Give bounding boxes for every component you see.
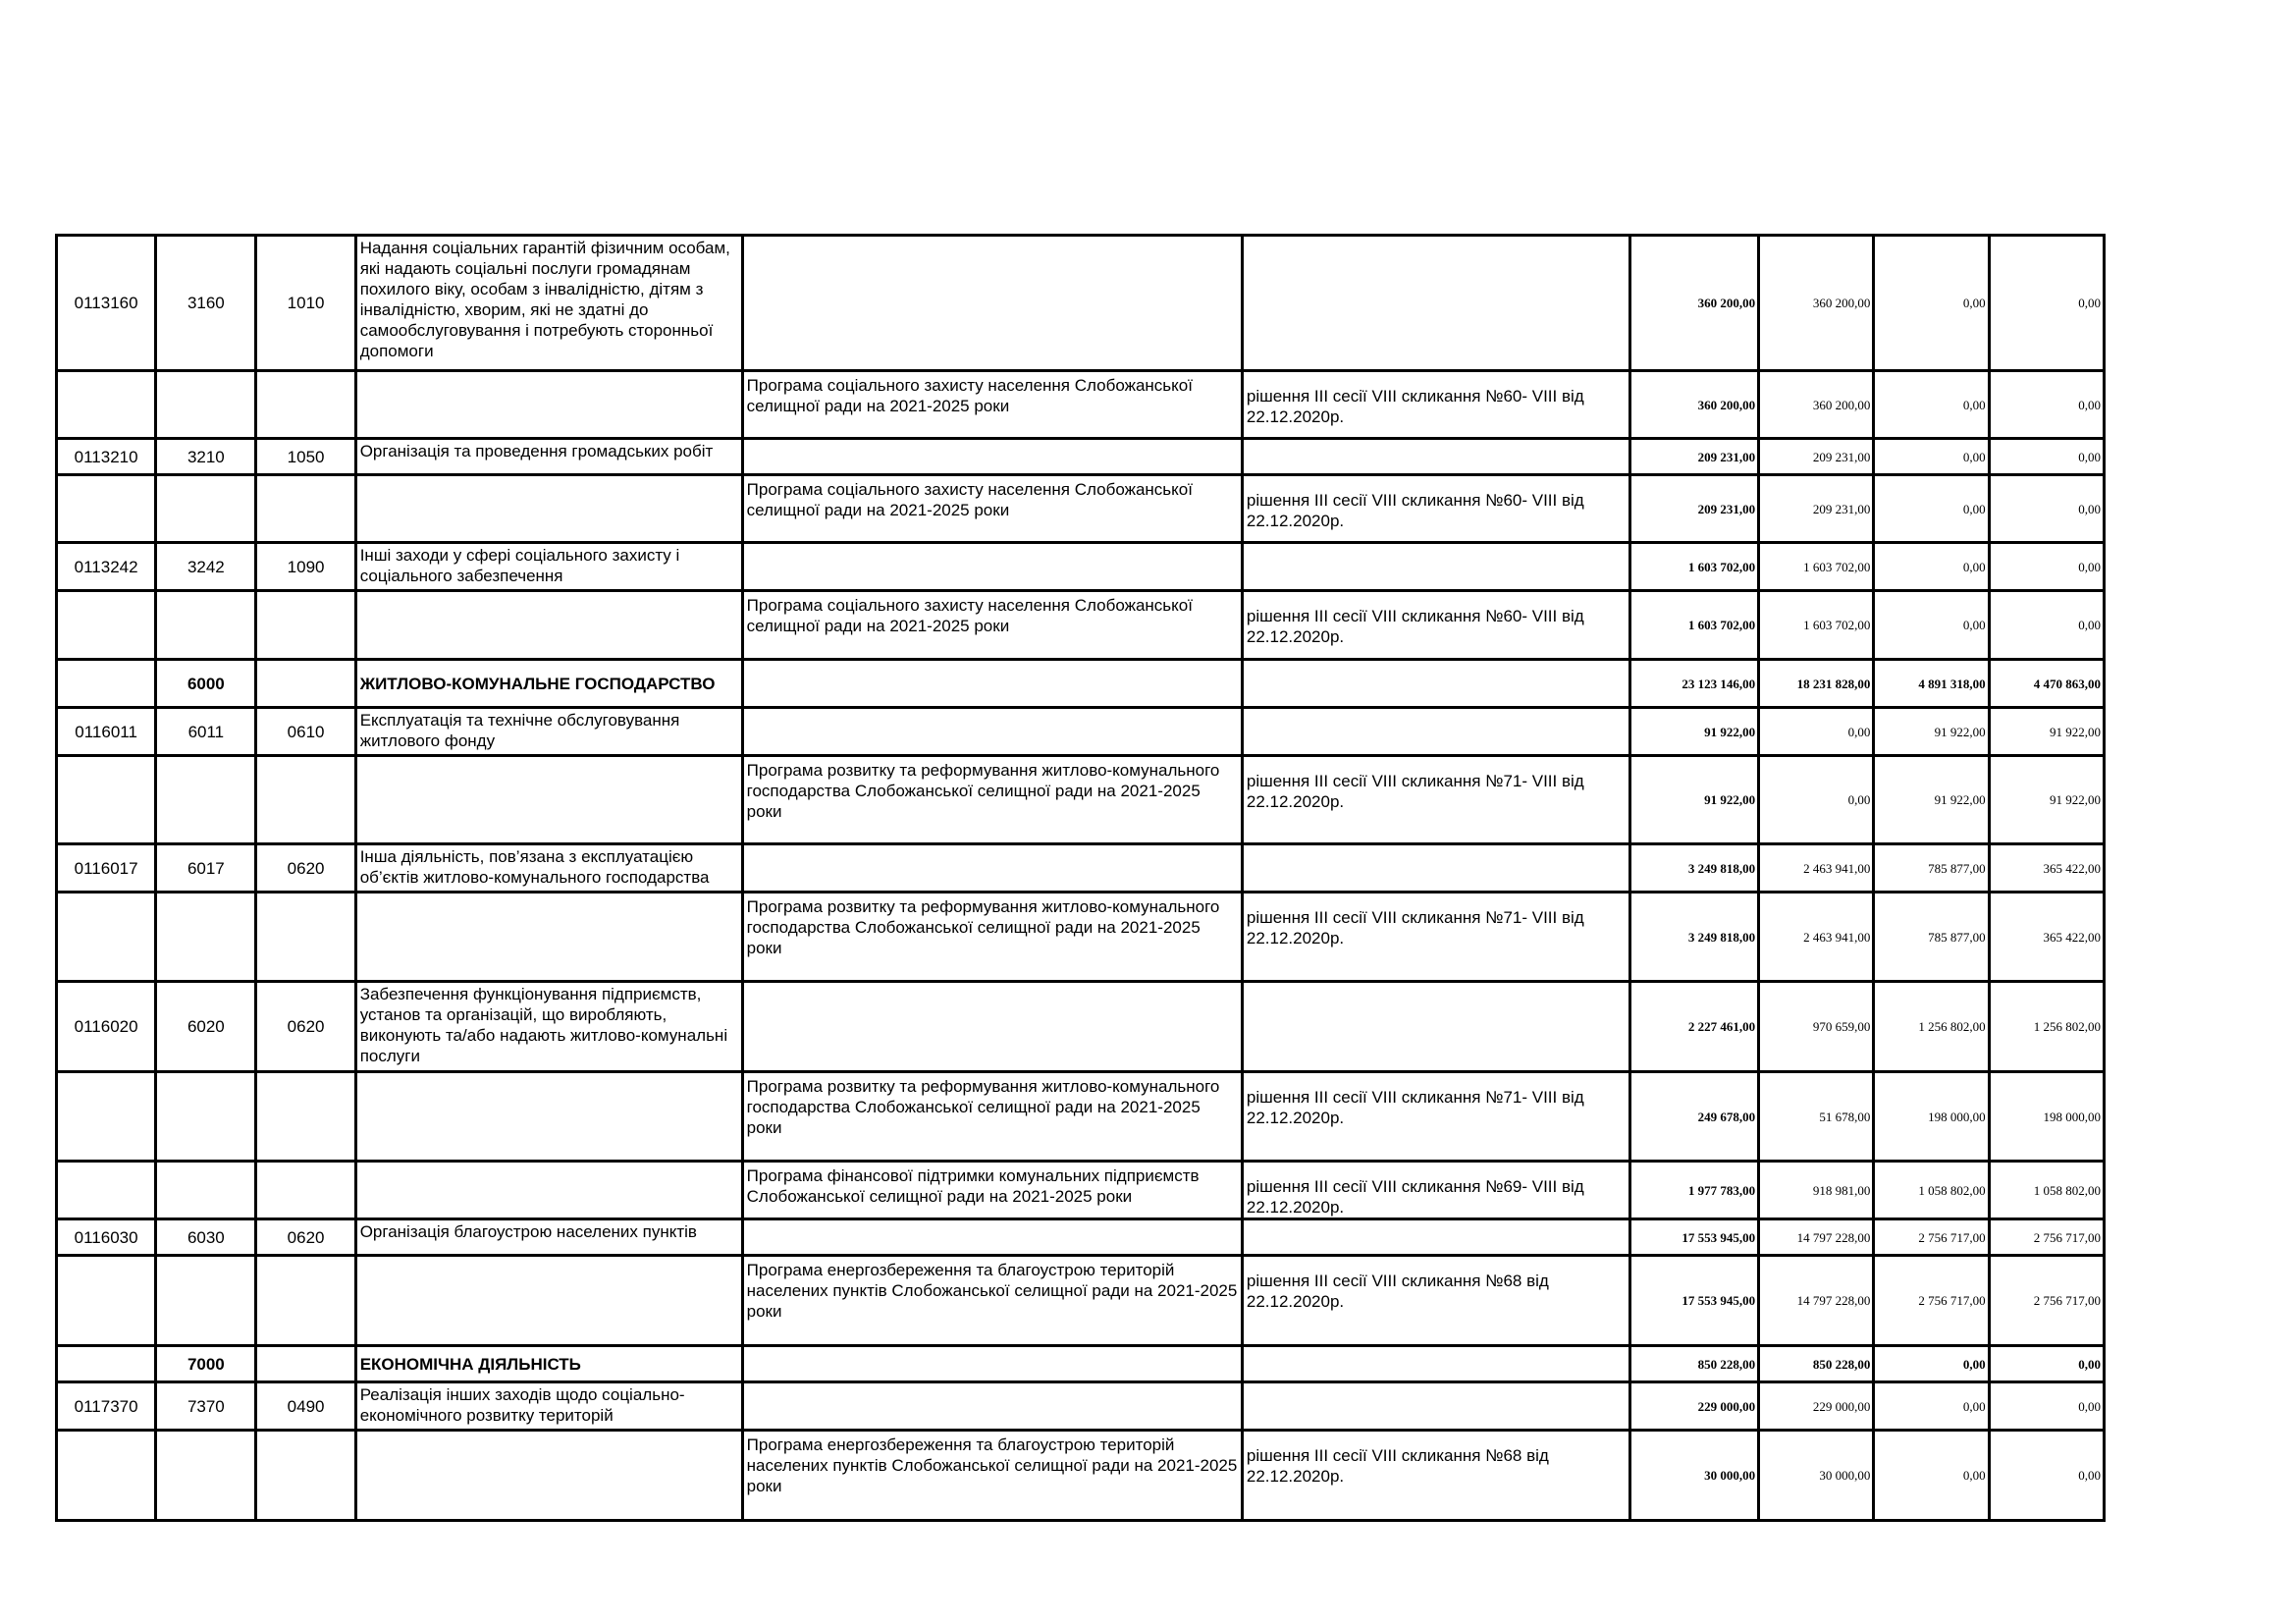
cell-special-fund: 91 922,00	[1874, 756, 1989, 844]
cell-program-code	[57, 660, 156, 708]
cell-special-fund: 1 058 802,00	[1874, 1162, 1989, 1219]
cell-classification-code	[256, 1346, 355, 1382]
cell-special-fund: 785 877,00	[1874, 844, 1989, 893]
code-row	[57, 844, 2105, 893]
cell-development-budget: 0,00	[1989, 543, 2104, 591]
cell-general-fund: 14 797 228,00	[1759, 1219, 1874, 1256]
cell-function-code	[156, 1256, 256, 1346]
cell-development-budget: 0,00	[1989, 475, 2104, 543]
program-row	[57, 1431, 2105, 1521]
cell-function-code: 6017	[156, 844, 256, 893]
cell-general-fund: 14 797 228,00	[1759, 1256, 1874, 1346]
program-row	[57, 1162, 2105, 1219]
code-row	[57, 1219, 2105, 1256]
cell-classification-code: 0610	[256, 708, 355, 756]
budget-programs-table	[55, 234, 2106, 1522]
cell-general-fund: 30 000,00	[1759, 1431, 1874, 1521]
table-body	[57, 236, 2105, 1521]
cell-development-budget: 0,00	[1989, 236, 2104, 371]
cell-program-code: 0116020	[57, 982, 156, 1072]
code-row	[57, 543, 2105, 591]
cell-general-fund: 970 659,00	[1759, 982, 1874, 1072]
cell-total: 850 228,00	[1629, 1346, 1758, 1382]
cell-program: Програма розвитку та реформування житлово-комунального господарства Слобожанської селищної ради на 2021-2025 роки	[742, 756, 1242, 844]
cell-special-fund: 4 891 318,00	[1874, 660, 1989, 708]
cell-general-fund: 18 231 828,00	[1759, 660, 1874, 708]
program-row	[57, 893, 2105, 982]
cell-decision: рішення ІІІ сесії VIII скликання №71- VIII від 22.12.2020р.	[1242, 756, 1629, 844]
cell-function-code	[156, 475, 256, 543]
cell-general-fund: 1 603 702,00	[1759, 543, 1874, 591]
cell-name	[355, 1256, 742, 1346]
cell-total: 209 231,00	[1629, 439, 1758, 475]
cell-function-code: 6000	[156, 660, 256, 708]
cell-decision	[1242, 439, 1629, 475]
cell-program: Програма соціального захисту населення Слобожанської селищної ради на 2021-2025 роки	[742, 591, 1242, 660]
cell-program-code	[57, 1162, 156, 1219]
cell-classification-code	[256, 591, 355, 660]
cell-name	[355, 591, 742, 660]
cell-development-budget: 1 058 802,00	[1989, 1162, 2104, 1219]
cell-classification-code: 1090	[256, 543, 355, 591]
cell-function-code	[156, 591, 256, 660]
cell-name: Експлуатація та технічне обслуговування житлового фонду	[355, 708, 742, 756]
cell-special-fund: 0,00	[1874, 1382, 1989, 1431]
cell-function-code	[156, 1072, 256, 1162]
cell-name: Надання соціальних гарантій фізичним особам, які надають соціальні послуги громадянам похилого віку, особам з інвалідністю, дітям з інвалідністю, хворим, які не здатні до самообслуговування і потребують сторонньої допомоги	[355, 236, 742, 371]
cell-function-code	[156, 1431, 256, 1521]
cell-program-code	[57, 1346, 156, 1382]
cell-classification-code	[256, 1072, 355, 1162]
cell-classification-code: 0490	[256, 1382, 355, 1431]
cell-decision	[1242, 1219, 1629, 1256]
cell-program	[742, 1346, 1242, 1382]
program-row	[57, 756, 2105, 844]
cell-special-fund: 91 922,00	[1874, 708, 1989, 756]
cell-function-code: 6020	[156, 982, 256, 1072]
cell-special-fund: 0,00	[1874, 475, 1989, 543]
cell-decision	[1242, 1346, 1629, 1382]
cell-development-budget: 0,00	[1989, 1382, 2104, 1431]
cell-program: Програма енергозбереження та благоустрою територій населених пунктів Слобожанської селищної ради на 2021-2025 роки	[742, 1431, 1242, 1521]
cell-total: 1 977 783,00	[1629, 1162, 1758, 1219]
cell-general-fund: 2 463 941,00	[1759, 844, 1874, 893]
cell-function-code: 3210	[156, 439, 256, 475]
cell-function-code: 6030	[156, 1219, 256, 1256]
code-row	[57, 439, 2105, 475]
cell-special-fund: 0,00	[1874, 1431, 1989, 1521]
cell-name	[355, 371, 742, 439]
cell-decision: рішення ІІІ сесії VIII скликання №68 від 22.12.2020р.	[1242, 1256, 1629, 1346]
cell-general-fund: 0,00	[1759, 756, 1874, 844]
cell-general-fund: 918 981,00	[1759, 1162, 1874, 1219]
cell-classification-code	[256, 475, 355, 543]
cell-classification-code	[256, 371, 355, 439]
cell-name	[355, 756, 742, 844]
cell-decision	[1242, 660, 1629, 708]
cell-development-budget: 365 422,00	[1989, 844, 2104, 893]
program-row	[57, 1072, 2105, 1162]
cell-decision: рішення ІІІ сесії VIII скликання №69- VIII від 22.12.2020р.	[1242, 1162, 1629, 1219]
cell-program-code: 0113242	[57, 543, 156, 591]
cell-name: Організація благоустрою населених пунктів	[355, 1219, 742, 1256]
cell-development-budget: 198 000,00	[1989, 1072, 2104, 1162]
cell-classification-code	[256, 1431, 355, 1521]
cell-general-fund: 229 000,00	[1759, 1382, 1874, 1431]
cell-program: Програма розвитку та реформування житлово-комунального господарства Слобожанської селищної ради на 2021-2025 роки	[742, 893, 1242, 982]
cell-special-fund: 0,00	[1874, 371, 1989, 439]
cell-program-code	[57, 371, 156, 439]
code-row	[57, 236, 2105, 371]
cell-program-code	[57, 475, 156, 543]
cell-total: 1 603 702,00	[1629, 591, 1758, 660]
cell-decision	[1242, 236, 1629, 371]
cell-program-code: 0113210	[57, 439, 156, 475]
cell-general-fund: 0,00	[1759, 708, 1874, 756]
cell-total: 360 200,00	[1629, 236, 1758, 371]
cell-program	[742, 543, 1242, 591]
cell-special-fund: 2 756 717,00	[1874, 1219, 1989, 1256]
cell-decision	[1242, 982, 1629, 1072]
cell-special-fund: 2 756 717,00	[1874, 1256, 1989, 1346]
cell-name: ЖИТЛОВО-КОМУНАЛЬНЕ ГОСПОДАРСТВО	[355, 660, 742, 708]
cell-total: 3 249 818,00	[1629, 893, 1758, 982]
cell-development-budget: 2 756 717,00	[1989, 1219, 2104, 1256]
code-row	[57, 708, 2105, 756]
cell-decision	[1242, 708, 1629, 756]
program-row	[57, 475, 2105, 543]
cell-decision	[1242, 543, 1629, 591]
cell-general-fund: 209 231,00	[1759, 439, 1874, 475]
cell-general-fund: 1 603 702,00	[1759, 591, 1874, 660]
section-row	[57, 1346, 2105, 1382]
cell-special-fund: 0,00	[1874, 543, 1989, 591]
cell-development-budget: 0,00	[1989, 371, 2104, 439]
cell-function-code: 3160	[156, 236, 256, 371]
cell-development-budget: 91 922,00	[1989, 708, 2104, 756]
cell-program-code	[57, 1072, 156, 1162]
cell-general-fund: 360 200,00	[1759, 236, 1874, 371]
cell-program: Програма соціального захисту населення Слобожанської селищної ради на 2021-2025 роки	[742, 475, 1242, 543]
cell-total: 17 553 945,00	[1629, 1219, 1758, 1256]
cell-program-code: 0113160	[57, 236, 156, 371]
section-row	[57, 660, 2105, 708]
cell-function-code	[156, 893, 256, 982]
cell-classification-code: 0620	[256, 844, 355, 893]
cell-name	[355, 1431, 742, 1521]
code-row	[57, 1382, 2105, 1431]
cell-total: 209 231,00	[1629, 475, 1758, 543]
cell-function-code: 3242	[156, 543, 256, 591]
cell-program	[742, 708, 1242, 756]
cell-total: 91 922,00	[1629, 756, 1758, 844]
cell-development-budget: 0,00	[1989, 1431, 2104, 1521]
cell-special-fund: 0,00	[1874, 236, 1989, 371]
cell-function-code	[156, 371, 256, 439]
cell-classification-code	[256, 1256, 355, 1346]
cell-function-code: 7370	[156, 1382, 256, 1431]
cell-general-fund: 51 678,00	[1759, 1072, 1874, 1162]
cell-general-fund: 850 228,00	[1759, 1346, 1874, 1382]
cell-name	[355, 1072, 742, 1162]
cell-program	[742, 1219, 1242, 1256]
cell-function-code	[156, 1162, 256, 1219]
cell-name: ЕКОНОМІЧНА ДІЯЛЬНІСТЬ	[355, 1346, 742, 1382]
cell-development-budget: 0,00	[1989, 591, 2104, 660]
cell-program	[742, 982, 1242, 1072]
cell-total: 2 227 461,00	[1629, 982, 1758, 1072]
cell-classification-code: 1050	[256, 439, 355, 475]
code-row	[57, 982, 2105, 1072]
cell-special-fund: 1 256 802,00	[1874, 982, 1989, 1072]
cell-program-code	[57, 1256, 156, 1346]
cell-total: 91 922,00	[1629, 708, 1758, 756]
cell-program-code	[57, 893, 156, 982]
cell-classification-code: 0620	[256, 982, 355, 1072]
cell-decision: рішення ІІІ сесії VIII скликання №60- VIII від 22.12.2020р.	[1242, 591, 1629, 660]
cell-function-code: 6011	[156, 708, 256, 756]
program-row	[57, 591, 2105, 660]
cell-program-code	[57, 1431, 156, 1521]
cell-program-code: 0116017	[57, 844, 156, 893]
cell-total: 17 553 945,00	[1629, 1256, 1758, 1346]
cell-decision	[1242, 844, 1629, 893]
cell-name	[355, 475, 742, 543]
cell-program: Програма фінансової підтримки комунальних підприємств Слобожанської селищної ради на 2021-2025 роки	[742, 1162, 1242, 1219]
cell-decision: рішення ІІІ сесії VIII скликання №60- VIII від 22.12.2020р.	[1242, 371, 1629, 439]
program-row	[57, 371, 2105, 439]
cell-name: Реалізація інших заходів щодо соціально-економічного розвитку територій	[355, 1382, 742, 1431]
cell-development-budget: 0,00	[1989, 439, 2104, 475]
cell-program: Програма розвитку та реформування житлово-комунального господарства Слобожанської селищної ради на 2021-2025 роки	[742, 1072, 1242, 1162]
cell-development-budget: 1 256 802,00	[1989, 982, 2104, 1072]
cell-special-fund: 785 877,00	[1874, 893, 1989, 982]
cell-special-fund: 198 000,00	[1874, 1072, 1989, 1162]
cell-total: 360 200,00	[1629, 371, 1758, 439]
cell-total: 3 249 818,00	[1629, 844, 1758, 893]
cell-program: Програма енергозбереження та благоустрою територій населених пунктів Слобожанської селищної ради на 2021-2025 роки	[742, 1256, 1242, 1346]
cell-program-code: 0116030	[57, 1219, 156, 1256]
cell-special-fund: 0,00	[1874, 1346, 1989, 1382]
cell-total: 249 678,00	[1629, 1072, 1758, 1162]
cell-total: 30 000,00	[1629, 1431, 1758, 1521]
cell-total: 1 603 702,00	[1629, 543, 1758, 591]
cell-classification-code	[256, 893, 355, 982]
cell-general-fund: 2 463 941,00	[1759, 893, 1874, 982]
cell-program	[742, 439, 1242, 475]
cell-program: Програма соціального захисту населення Слобожанської селищної ради на 2021-2025 роки	[742, 371, 1242, 439]
cell-classification-code: 0620	[256, 1219, 355, 1256]
cell-function-code	[156, 756, 256, 844]
cell-program	[742, 236, 1242, 371]
cell-program-code	[57, 756, 156, 844]
cell-decision: рішення ІІІ сесії VIII скликання №68 від 22.12.2020р.	[1242, 1431, 1629, 1521]
cell-program-code: 0116011	[57, 708, 156, 756]
cell-special-fund: 0,00	[1874, 439, 1989, 475]
cell-program	[742, 660, 1242, 708]
cell-name	[355, 893, 742, 982]
cell-name	[355, 1162, 742, 1219]
cell-development-budget: 2 756 717,00	[1989, 1256, 2104, 1346]
cell-program-code: 0117370	[57, 1382, 156, 1431]
cell-program	[742, 1382, 1242, 1431]
cell-decision: рішення ІІІ сесії VIII скликання №71- VIII від 22.12.2020р.	[1242, 893, 1629, 982]
cell-name: Організація та проведення громадських робіт	[355, 439, 742, 475]
cell-development-budget: 365 422,00	[1989, 893, 2104, 982]
cell-decision	[1242, 1382, 1629, 1431]
cell-classification-code	[256, 1162, 355, 1219]
cell-name: Інша діяльність, пов’язана з експлуатацією об’єктів житлово-комунального господарства	[355, 844, 742, 893]
program-row	[57, 1256, 2105, 1346]
cell-total: 229 000,00	[1629, 1382, 1758, 1431]
cell-total: 23 123 146,00	[1629, 660, 1758, 708]
cell-classification-code	[256, 756, 355, 844]
cell-classification-code	[256, 660, 355, 708]
cell-classification-code: 1010	[256, 236, 355, 371]
cell-special-fund: 0,00	[1874, 591, 1989, 660]
cell-function-code: 7000	[156, 1346, 256, 1382]
cell-decision: рішення ІІІ сесії VIII скликання №71- VIII від 22.12.2020р.	[1242, 1072, 1629, 1162]
cell-program-code	[57, 591, 156, 660]
cell-program	[742, 844, 1242, 893]
cell-name: Інші заходи у сфері соціального захисту і соціального забезпечення	[355, 543, 742, 591]
cell-general-fund: 209 231,00	[1759, 475, 1874, 543]
cell-development-budget: 4 470 863,00	[1989, 660, 2104, 708]
cell-development-budget: 0,00	[1989, 1346, 2104, 1382]
cell-name: Забезпечення функціонування підприємств, установ та організацій, що виробляють, виконують та/або надають житлово-комунальні послуги	[355, 982, 742, 1072]
cell-development-budget: 91 922,00	[1989, 756, 2104, 844]
cell-general-fund: 360 200,00	[1759, 371, 1874, 439]
cell-decision: рішення ІІІ сесії VIII скликання №60- VIII від 22.12.2020р.	[1242, 475, 1629, 543]
